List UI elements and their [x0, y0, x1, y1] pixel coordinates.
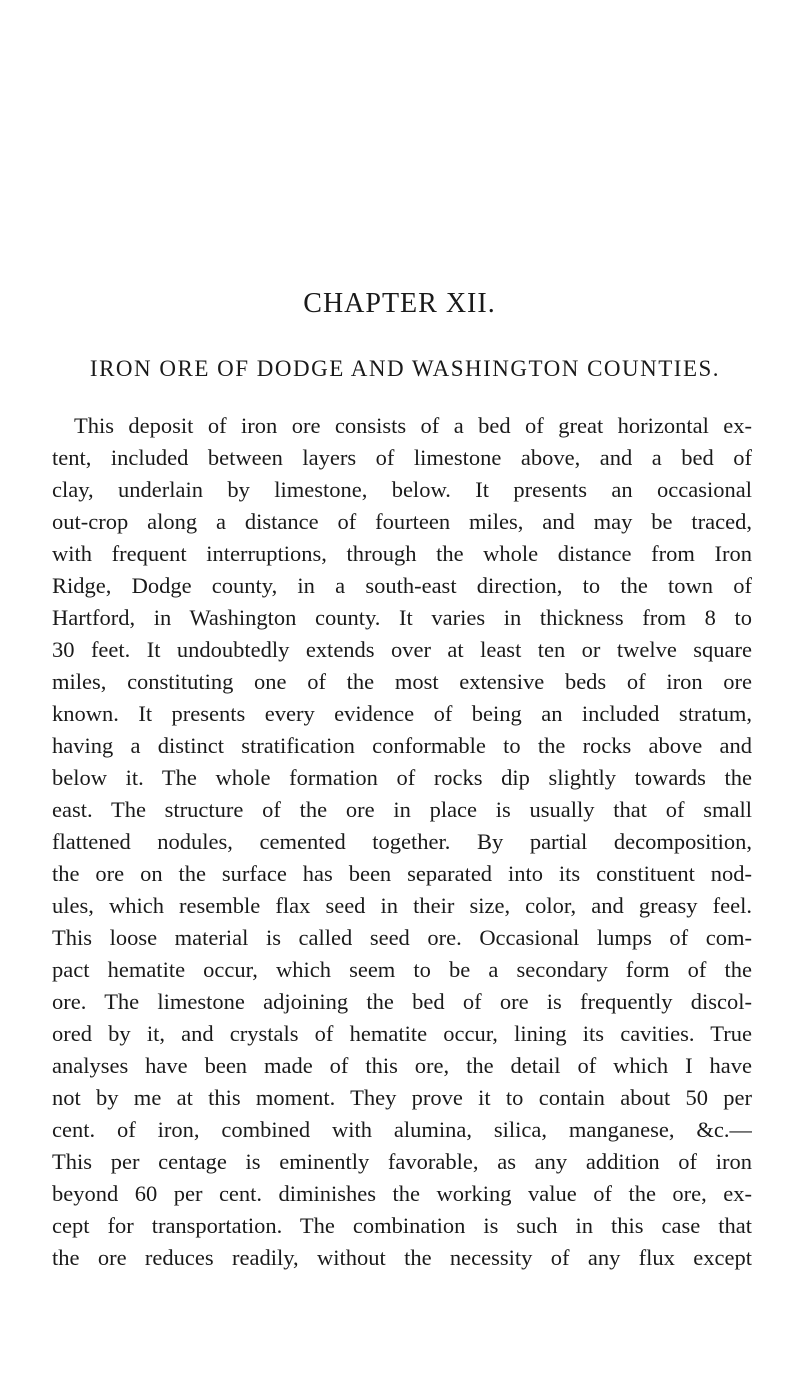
text-line: Ridge, Dodge county, in a south-east direction, to the town of [52, 573, 752, 598]
body-paragraph [52, 410, 752, 1274]
text-line: the ore on the surface has been separated into its constituent nod- [52, 861, 752, 886]
text-line: clay, underlain by limestone, below. It presents an occasional [52, 477, 752, 502]
text-line: having a distinct stratification conformable to the rocks above and [52, 733, 752, 758]
text-line: below it. The whole formation of rocks dip slightly towards the [52, 765, 752, 790]
text-line: tent, included between layers of limestone above, and a bed of [52, 445, 752, 470]
text-line: ore. The limestone adjoining the bed of ore is frequently discol- [52, 989, 752, 1014]
text-line: 30 feet. It undoubtedly extends over at least ten or twelve square [52, 637, 752, 662]
text-line: Hartford, in Washington county. It varies in thickness from 8 to [52, 605, 752, 630]
text-line: ules, which resemble flax seed in their size, color, and greasy feel. [52, 893, 752, 918]
text-line: pact hematite occur, which seem to be a secondary form of the [52, 957, 752, 982]
section-title: IRON ORE OF DODGE AND WASHINGTON COUNTIES. [89, 356, 721, 381]
text-line: miles, constituting one of the most extensive beds of iron ore [52, 669, 752, 694]
text-line: out-crop along a distance of fourteen miles, and may be traced, [52, 509, 752, 534]
text-line: beyond 60 per cent. diminishes the working value of the ore, ex- [52, 1181, 752, 1206]
text-line: with frequent interruptions, through the whole distance from Iron [52, 541, 752, 566]
text-line: cent. of iron, combined with alumina, silica, manganese, &c.— [52, 1117, 752, 1142]
text-line: ored by it, and crystals of hematite occur, lining its cavities. True [52, 1021, 752, 1046]
chapter-title: CHAPTER XII. [303, 288, 496, 319]
text-line: known. It presents every evidence of being an included stratum, [52, 701, 752, 726]
text-line: This deposit of iron ore consists of a bed of great horizontal ex- [74, 413, 752, 438]
text-line: This per centage is eminently favorable, as any addition of iron [52, 1149, 752, 1174]
text-line: not by me at this moment. They prove it to contain about 50 per [52, 1085, 752, 1110]
text-line: flattened nodules, cemented together. By partial decomposition, [52, 829, 752, 854]
text-line: the ore reduces readily, without the necessity of any flux except [52, 1245, 752, 1270]
text-line: east. The structure of the ore in place is usually that of small [52, 797, 752, 822]
text-line: analyses have been made of this ore, the detail of which I have [52, 1053, 752, 1078]
text-line: cept for transportation. The combination is such in this case that [52, 1213, 752, 1238]
text-line: This loose material is called seed ore. Occasional lumps of com- [52, 925, 752, 950]
